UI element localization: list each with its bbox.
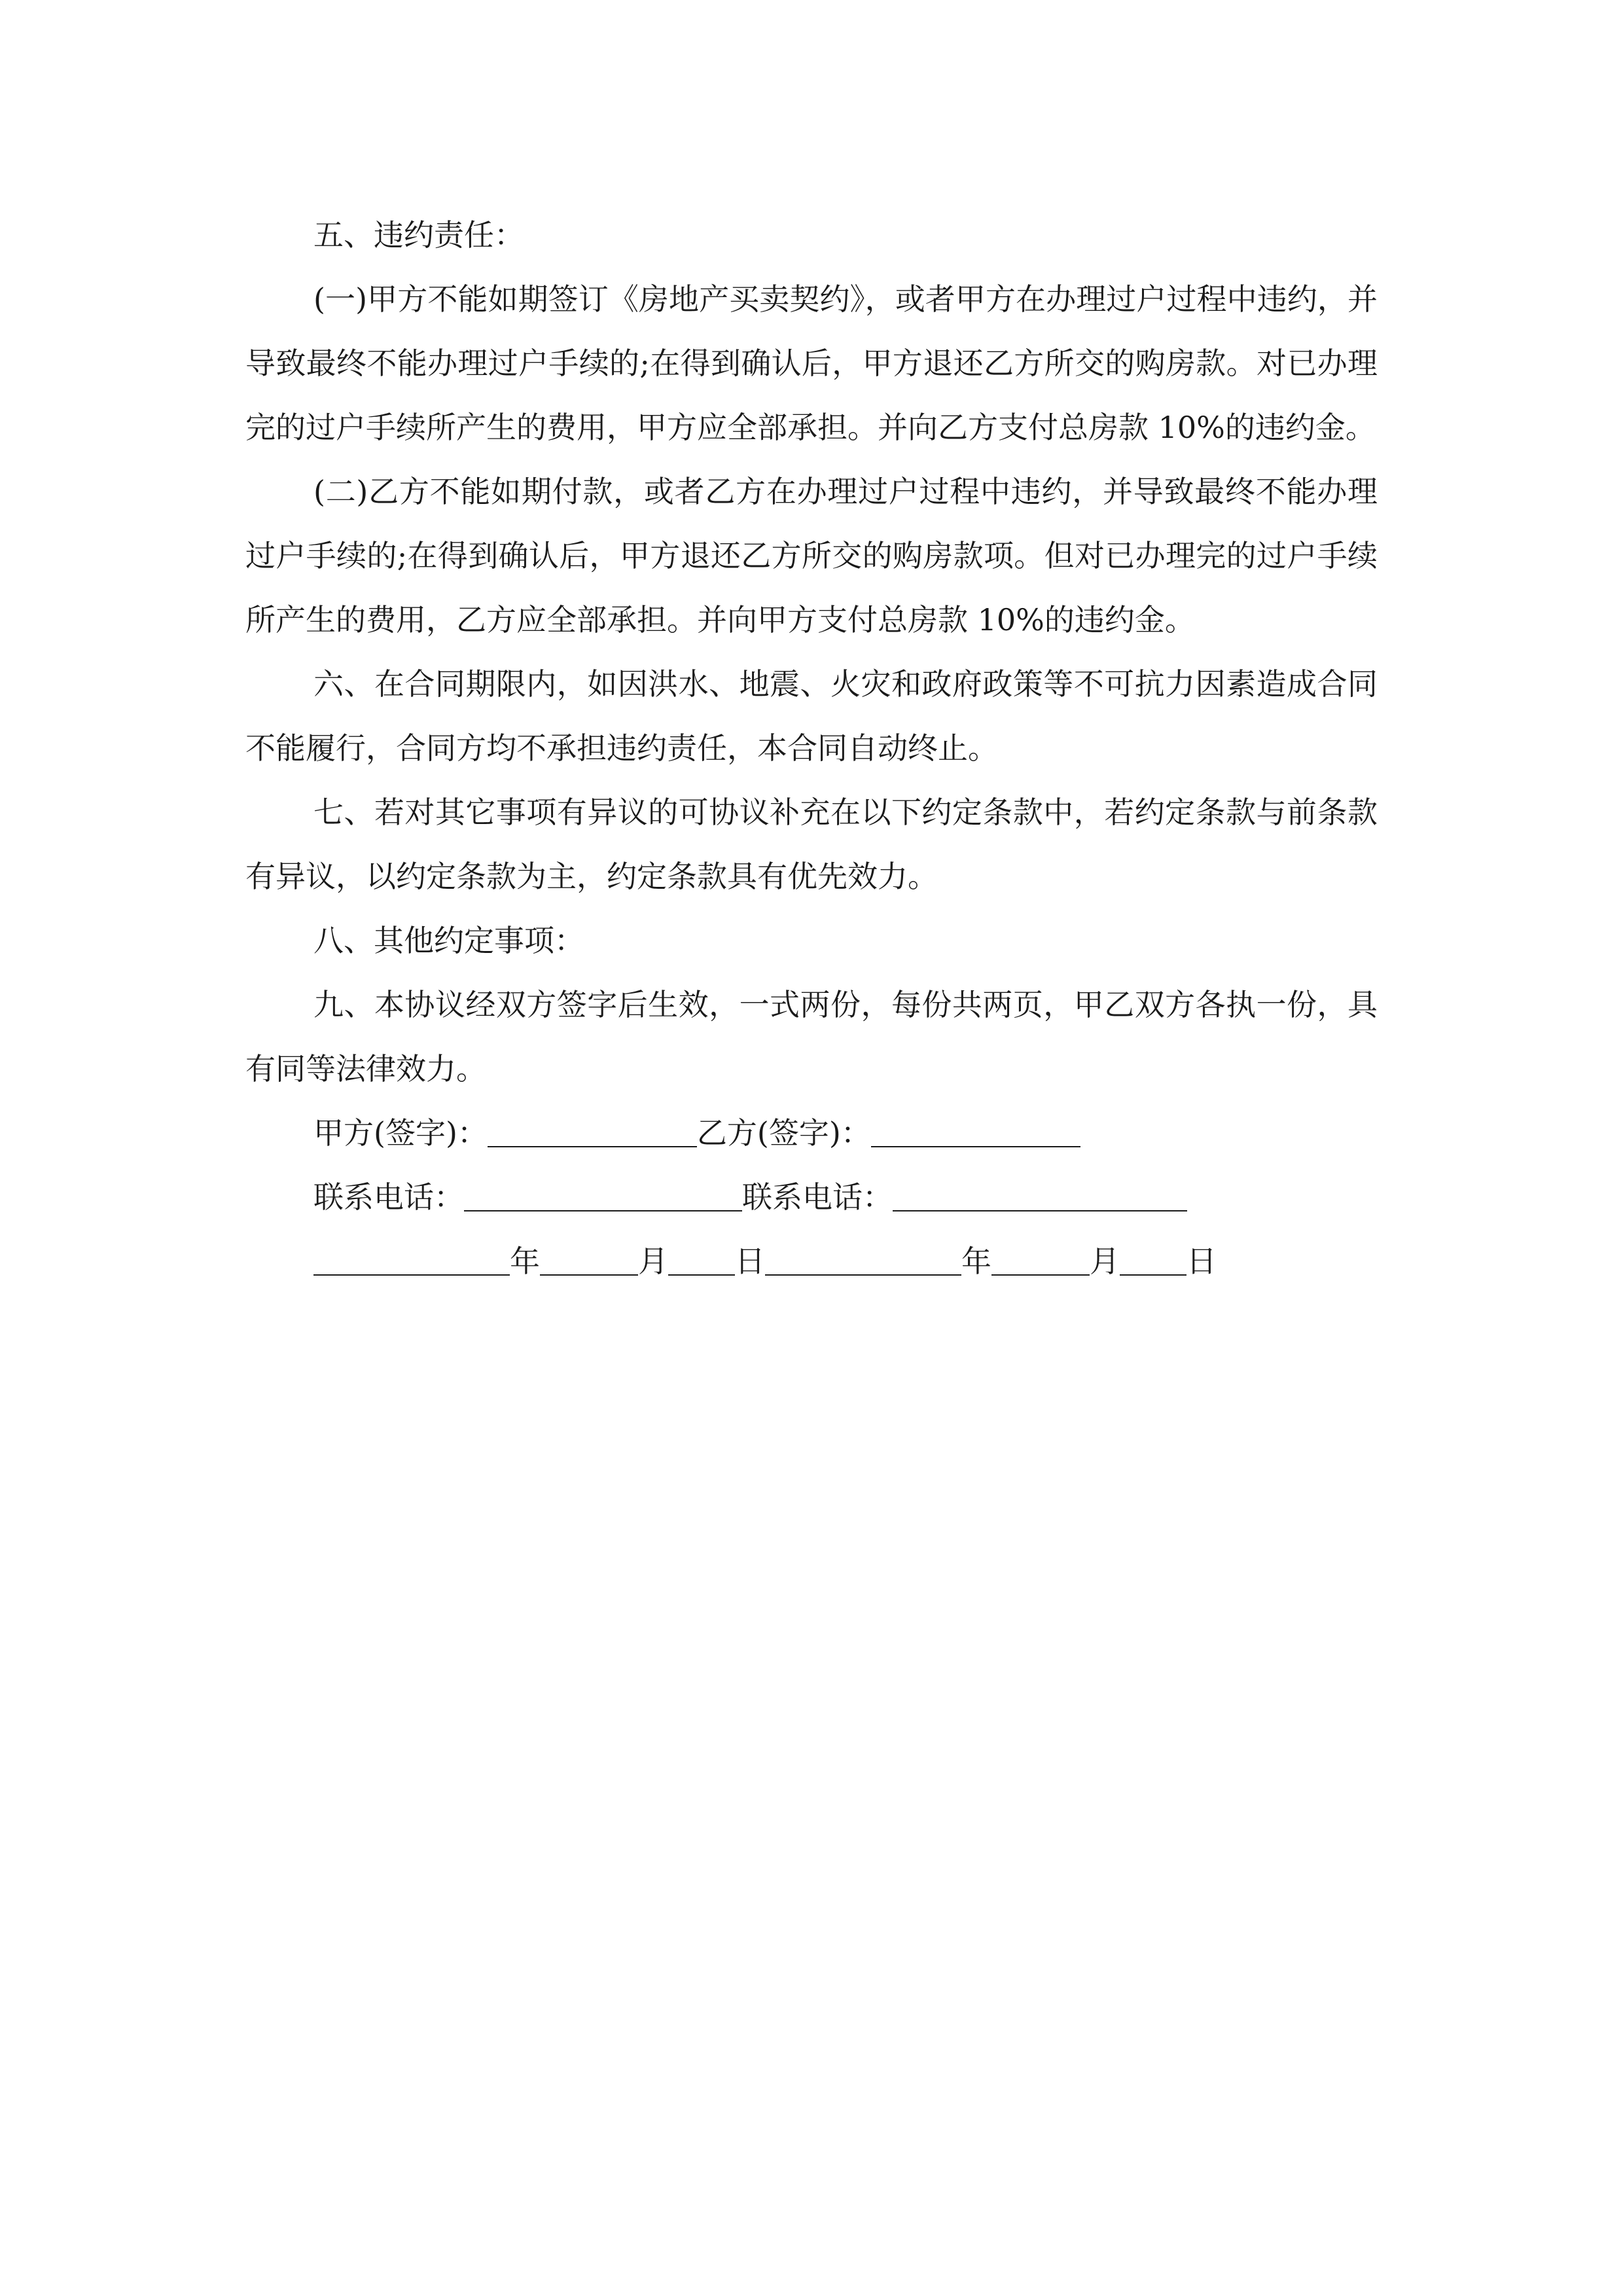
party-b-phone-blank[interactable] [893, 1180, 1187, 1211]
party-a-year-label: 年 [510, 1244, 540, 1279]
clause-5-item-2: (二)乙方不能如期付款，或者乙方在办理过户过程中违约，并导致最终不能办理过户手续的;在得到确认后，甲方退还乙方所交的购房款项。但对已办理完的过户手续所产生的费用，乙方应全部承担。并向甲方支付总房款 10%的违约金。 [245, 474, 1378, 637]
party-b-signature-blank[interactable] [871, 1116, 1080, 1147]
party-a-signature-label: 甲方(签字)： [313, 1115, 488, 1151]
party-a-month-label: 月 [638, 1244, 668, 1279]
clause-5-item-1: (一)甲方不能如期签订《房地产买卖契约》，或者甲方在办理过户过程中违约，并导致最终不能办理过户手续的;在得到确认后，甲方退还乙方所交的购房款。对已办理完的过户手续所产生的费用，甲方应全部承担。并向乙方支付总房款 10%的违约金。 [245, 281, 1378, 445]
party-a-day-blank[interactable] [668, 1244, 735, 1276]
party-b-signature-label: 乙方(签字)： [696, 1115, 871, 1151]
party-b-month-blank[interactable] [991, 1244, 1090, 1276]
party-b-year-blank[interactable] [765, 1244, 961, 1276]
clause-6: 六、在合同期限内，如因洪水、地震、火灾和政府政策等不可抗力因素造成合同不能履行，合同方均不承担违约责任，本合同自动终止。 [245, 666, 1378, 766]
phone-row [245, 1165, 1378, 1229]
party-a-signature-blank[interactable] [488, 1116, 697, 1147]
party-a-month-blank[interactable] [540, 1244, 638, 1276]
party-a-phone-blank[interactable] [464, 1180, 742, 1211]
document-body [245, 203, 1378, 1293]
party-a-phone-label: 联系电话： [313, 1179, 464, 1215]
clause-9: 九、本协议经双方签字后生效，一式两份，每份共两页，甲乙双方各执一份，具有同等法律效力。 [245, 987, 1378, 1086]
party-b-day-blank[interactable] [1120, 1244, 1186, 1276]
clause-8: 八、其他约定事项： [313, 923, 584, 958]
clause-5-heading: 五、违约责任： [313, 217, 524, 253]
party-b-month-label: 月 [1090, 1244, 1120, 1279]
party-b-year-label: 年 [961, 1244, 991, 1279]
signature-row [245, 1101, 1378, 1165]
party-b-phone-label: 联系电话： [742, 1179, 893, 1215]
date-row [245, 1229, 1378, 1293]
party-a-year-blank[interactable] [313, 1244, 510, 1276]
party-a-day-label: 日 [735, 1244, 765, 1279]
party-b-day-label: 日 [1186, 1244, 1217, 1279]
clause-7: 七、若对其它事项有异议的可协议补充在以下约定条款中，若约定条款与前条款有异议，以约定条款为主，约定条款具有优先效力。 [245, 795, 1378, 894]
